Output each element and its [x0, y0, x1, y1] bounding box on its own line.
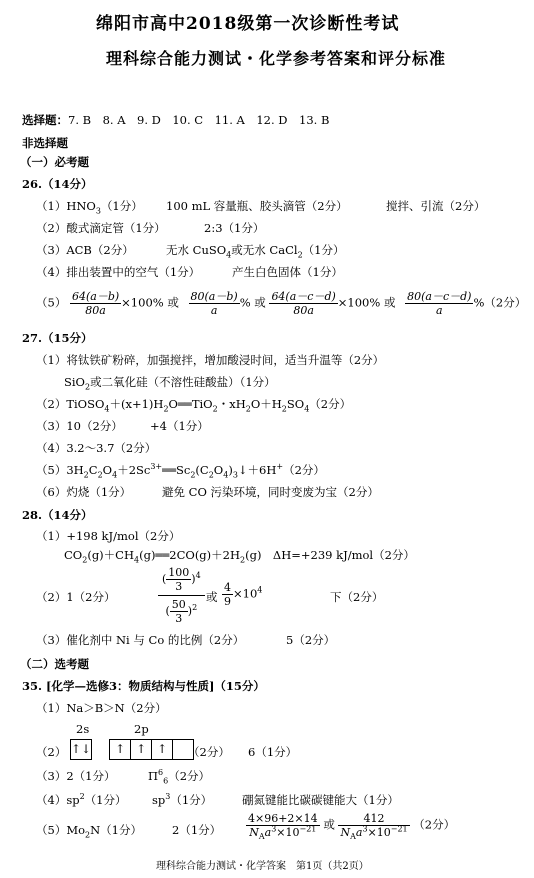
q26-line1-d: 搅拌、引流（2分） — [386, 199, 486, 213]
q35-line5-a: $(5)Mo_2N(1$分） — [36, 823, 142, 840]
nonchoice-heading: 非选择题 — [22, 136, 68, 150]
q28-line2-b: 下（2分） — [330, 590, 384, 604]
q26-line3-a: （3）ACB（2分） — [36, 243, 134, 257]
q27-line2: $(2)TiOSO_4+(x+1)H_2O══TiO_2$・$xH_2O+H_2SO_4(2$分） — [36, 397, 352, 414]
q27-line3-b: +4（1分） — [150, 419, 209, 433]
q27-line4: （4）3.2～3.7（2分） — [36, 441, 157, 455]
q35-line4-a: $(4)sp^2(1$分） — [36, 792, 127, 807]
q26-line2-a: （2）酸式滴定管（1分） — [36, 221, 166, 235]
orbital-2p-box-1: ↑ — [109, 739, 131, 760]
q27-line5: $(5)3H_2C_2O_4+2Sc^{3+}══Sc_2(C_2O_4)_3↓+6H^+(2$分） — [36, 462, 325, 480]
q26-line4-b: 产生白色固体（1分） — [232, 265, 343, 279]
orbital-2p-box-3: ↑ — [151, 739, 173, 760]
orbital-2s-box: ↑↓ — [70, 739, 92, 760]
q26-line3-b: 无水 CuSO$_4$或无水 CaCl$_2$（1分） — [166, 243, 345, 260]
q28-line1b: $CO_2(g)+CH_4(g)══2CO(g)+2H_2(g)$ ΔH=+239 kJ/mol（2分） — [64, 548, 415, 565]
q26-frac4: $\frac{80(a-c-d)}{a}$ — [407, 290, 472, 317]
page-footer: 理科综合能力测试・化学答案 第1页（共2页） — [156, 861, 369, 872]
q26-l3c: 或无水 CaCl — [231, 243, 298, 257]
required-heading: （一）必考题 — [20, 155, 89, 169]
q27-line3-a: （3）10（2分） — [36, 419, 123, 433]
orbital-2s-label: 2s — [76, 722, 90, 736]
q27-line6-a: （6）灼烧（1分） — [36, 485, 132, 499]
q27-line1b: SiO$_2$或二氧化硅（不溶性硅酸盐）（1分） — [64, 375, 276, 392]
q28-line1: （1）+198 kJ/mol（2分） — [36, 529, 181, 543]
orbital-diagram — [70, 739, 193, 760]
q26-frac3: $\frac{64(a-c-d)}{80a}$ — [271, 290, 336, 317]
q26-line4-a: （4）排出装置中的空气（1分） — [36, 265, 201, 279]
q28-heading: 28.（14分） — [22, 508, 93, 522]
q26-l1a: （1）HNO — [36, 199, 96, 213]
q35-line5-b: 2（1分） — [172, 823, 222, 837]
q26-frac1: $\frac{64(a-b)}{80a}$ — [71, 290, 120, 317]
page-subtitle: 理科综合能力测试・化学参考答案和评分标准 — [106, 49, 447, 68]
q28-or: 或 — [206, 590, 218, 604]
choice-answers — [22, 113, 329, 127]
q26-l1b: （1分） — [100, 199, 143, 213]
q26-line1: $(1)HNO_3(1$分） — [36, 199, 143, 216]
q35-line2-b: （2分） — [188, 745, 230, 759]
q26-frac2: $\frac{80(a-b)}{a}$ — [190, 290, 238, 317]
q35-density-formula: $\frac{4\times 96+2\times 14}{N_Aa^3\times 10^{-21}}$ 或 $\frac{412}{N_Aa^3\times 10^{-21}}$ （2分） — [248, 812, 456, 842]
q28-line2-a: （2）1（2分） — [36, 590, 116, 604]
optional-heading: （二）选考题 — [20, 657, 89, 671]
q28-frac-alt: $\frac{4}{9}$ $\times 10^4$ — [224, 581, 263, 608]
q26-line1-c: 100 mL 容量瓶、胶头滴管（2分） — [166, 199, 348, 213]
orbital-2p-box-2: ↑ — [130, 739, 152, 760]
q35-line4-b: $sp^3(1$分） — [152, 792, 213, 807]
q26-line5: （5） $\frac{64(a-b)}{80a}$ ×100% 或 $\frac{80(a-b)}{a}$ % 或 $\frac{64(a-c-d)}{80a}$ ×100% 或 $\frac{80(a-c-d)}{a}$ %（2分） — [36, 290, 527, 317]
q27-line1: （1）将钛铁矿粉碎，加强搅拌，增加酸浸时间，适当升温等（2分） — [36, 353, 385, 367]
q26-l5: （5） — [36, 295, 67, 310]
q35-heading: 35. [化学—选修3：物质结构与性质]（15分） — [22, 679, 265, 693]
orbital-2p-label: 2p — [134, 722, 149, 736]
q26-l3b: 无水 CuSO — [166, 243, 227, 257]
q26-heading: 26.（14分） — [22, 177, 93, 191]
q35-line3-a: （3）2（1分） — [36, 769, 116, 783]
choice-list: 7. B 8. A 9. D 10. C 11. A 12. D 13. B — [68, 113, 330, 127]
q28-line3-a: （3）催化剂中 Ni 与 Co 的比例（2分） — [36, 633, 245, 647]
q27-line6-b: 避免 CO 污染环境，同时变废为宝（2分） — [162, 485, 379, 499]
q28-kp-expression: ( $\frac{100}{3}$ )$^4$ ( $\frac{50}{3}$ )$^2$ — [158, 566, 205, 625]
q35-line3-b: $\Pi^6_6(2$分） — [148, 768, 211, 786]
q26-line2-b: 2:3（1分） — [204, 221, 265, 235]
choice-label: 选择题： — [22, 113, 68, 127]
q35-line1: （1）Na＞B＞N（2分） — [36, 701, 167, 715]
q27-heading: 27.（15分） — [22, 331, 93, 345]
q28-line3-b: 5（2分） — [286, 633, 336, 647]
q35-line2-label: （2） — [36, 745, 67, 759]
q35-line4-c: 硼氮键能比碳碳键能大（1分） — [242, 793, 399, 807]
q26-l3d: （1分） — [302, 243, 345, 257]
q35-line2-c: 6（1分） — [248, 745, 298, 759]
page-title: 绵阳市高中2018级第一次诊断性考试 — [96, 14, 400, 34]
